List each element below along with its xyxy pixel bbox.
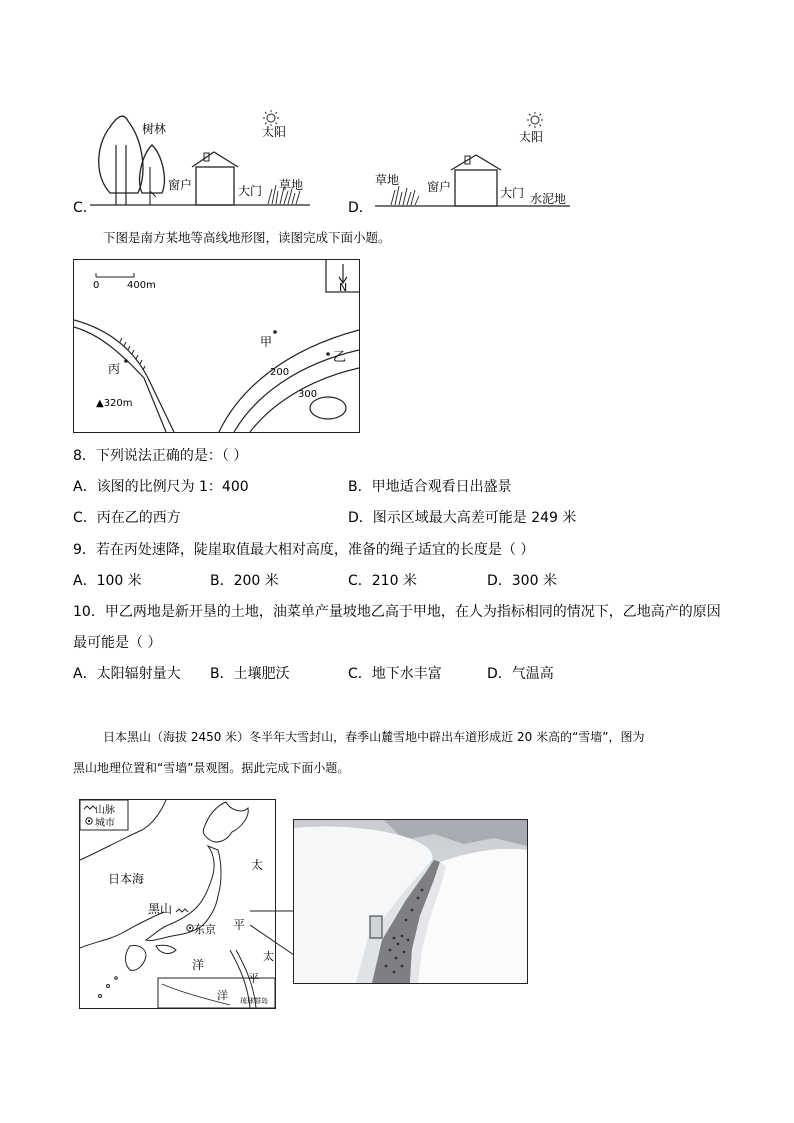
bus-icon [370, 916, 382, 938]
q9-stem: 9．若在丙处速降，陡崖取值最大相对高度，准备的绳子适宜的长度是（ ） [73, 542, 535, 558]
sun-icon [527, 112, 543, 128]
place-jia: 甲 [260, 335, 273, 349]
scale-zero: 0 [93, 280, 100, 291]
q8-option-a: A．该图的比例尺为 1：400 [73, 479, 249, 495]
pacific-char-3: 洋 [192, 958, 205, 972]
q8-option-c: C．丙在乙的西方 [73, 510, 181, 526]
label-sun: 太阳 [262, 125, 287, 139]
inset-note: 琉球群岛 [240, 997, 268, 1005]
label-door: 大门 [238, 184, 263, 198]
place-bing: 丙 [108, 362, 121, 376]
intro-kuroyama-line2: 黑山地理位置和“雪墙”景观图。据此完成下面小题。 [73, 761, 350, 775]
q9-option-c: C．210 米 [348, 573, 417, 589]
label-window: 窗户 [427, 180, 452, 194]
q8-option-b: B．甲地适合观看日出盛景 [348, 479, 512, 495]
contour-label-300: 300 [298, 389, 318, 400]
q8-stem: 8．下列说法正确的是：（ ） [73, 448, 248, 464]
q9-option-d: D．300 米 [487, 573, 557, 589]
q9-option-a: A．100 米 [73, 573, 142, 589]
kuroyama-label: 黑山 [148, 902, 173, 916]
option-c-diagram [90, 105, 320, 215]
label-grass: 草地 [279, 178, 304, 192]
option-c-letter: C． [73, 200, 97, 216]
contour-map [73, 259, 360, 433]
inset-pacific-char-2: 平 [248, 972, 259, 985]
japan-map [79, 799, 276, 1009]
house-icon [451, 155, 501, 170]
q10-stem-line2: 最可能是（ ） [73, 635, 162, 651]
peak-label: ▲320m [96, 398, 133, 409]
q10-option-c: C．地下水丰富 [348, 666, 442, 682]
label-cement: 水泥地 [530, 192, 567, 206]
snow-wall-photo [293, 819, 528, 984]
tokyo-label: 东京 [194, 923, 216, 936]
legend-city: 城市 [95, 818, 115, 829]
house-icon [192, 152, 238, 167]
tree-icon [99, 116, 143, 193]
q10-stem-line1: 10．甲乙两地是新开垦的土地，油菜单产量坡地乙高于甲地，在人为指标相同的情况下，乙地高产的原因 [73, 604, 721, 620]
q8-option-d: D．图示区域最大高差可能是 249 米 [348, 510, 577, 526]
pacific-char-2: 平 [233, 918, 246, 932]
label-window: 窗户 [168, 178, 193, 192]
pacific-char-1: 太 [251, 858, 264, 872]
q10-option-d: D．气温高 [487, 666, 554, 682]
inset-pacific-char-3: 洋 [217, 989, 228, 1002]
intro-kuroyama-line1: 日本黑山（海拔 2450 米）冬半年大雪封山，春季山麓雪地中辟出车道形成近 20 米高的“雪墙”，图为 [103, 730, 645, 744]
inset-pacific-char-1: 太 [263, 950, 274, 963]
q10-option-b: B．土壤肥沃 [210, 666, 290, 682]
label-forest: 树林 [142, 122, 167, 136]
q9-option-b: B．200 米 [210, 573, 279, 589]
scale-end: 400m [127, 280, 156, 291]
sea-of-japan: 日本海 [108, 872, 145, 886]
north-label: N [339, 281, 348, 294]
label-sun: 太阳 [519, 130, 544, 144]
place-yi: 乙 [333, 350, 347, 365]
legend-mountain: 山脉 [95, 805, 115, 816]
label-door: 大门 [500, 186, 525, 200]
intro-contour: 下图是南方某地等高线地形图，读图完成下面小题。 [103, 230, 391, 245]
grass-icon [391, 186, 419, 205]
contour-label-200: 200 [270, 367, 290, 378]
label-grass: 草地 [375, 173, 400, 187]
option-d-letter: D． [348, 200, 373, 216]
q10-option-a: A．太阳辐射量大 [73, 666, 181, 682]
